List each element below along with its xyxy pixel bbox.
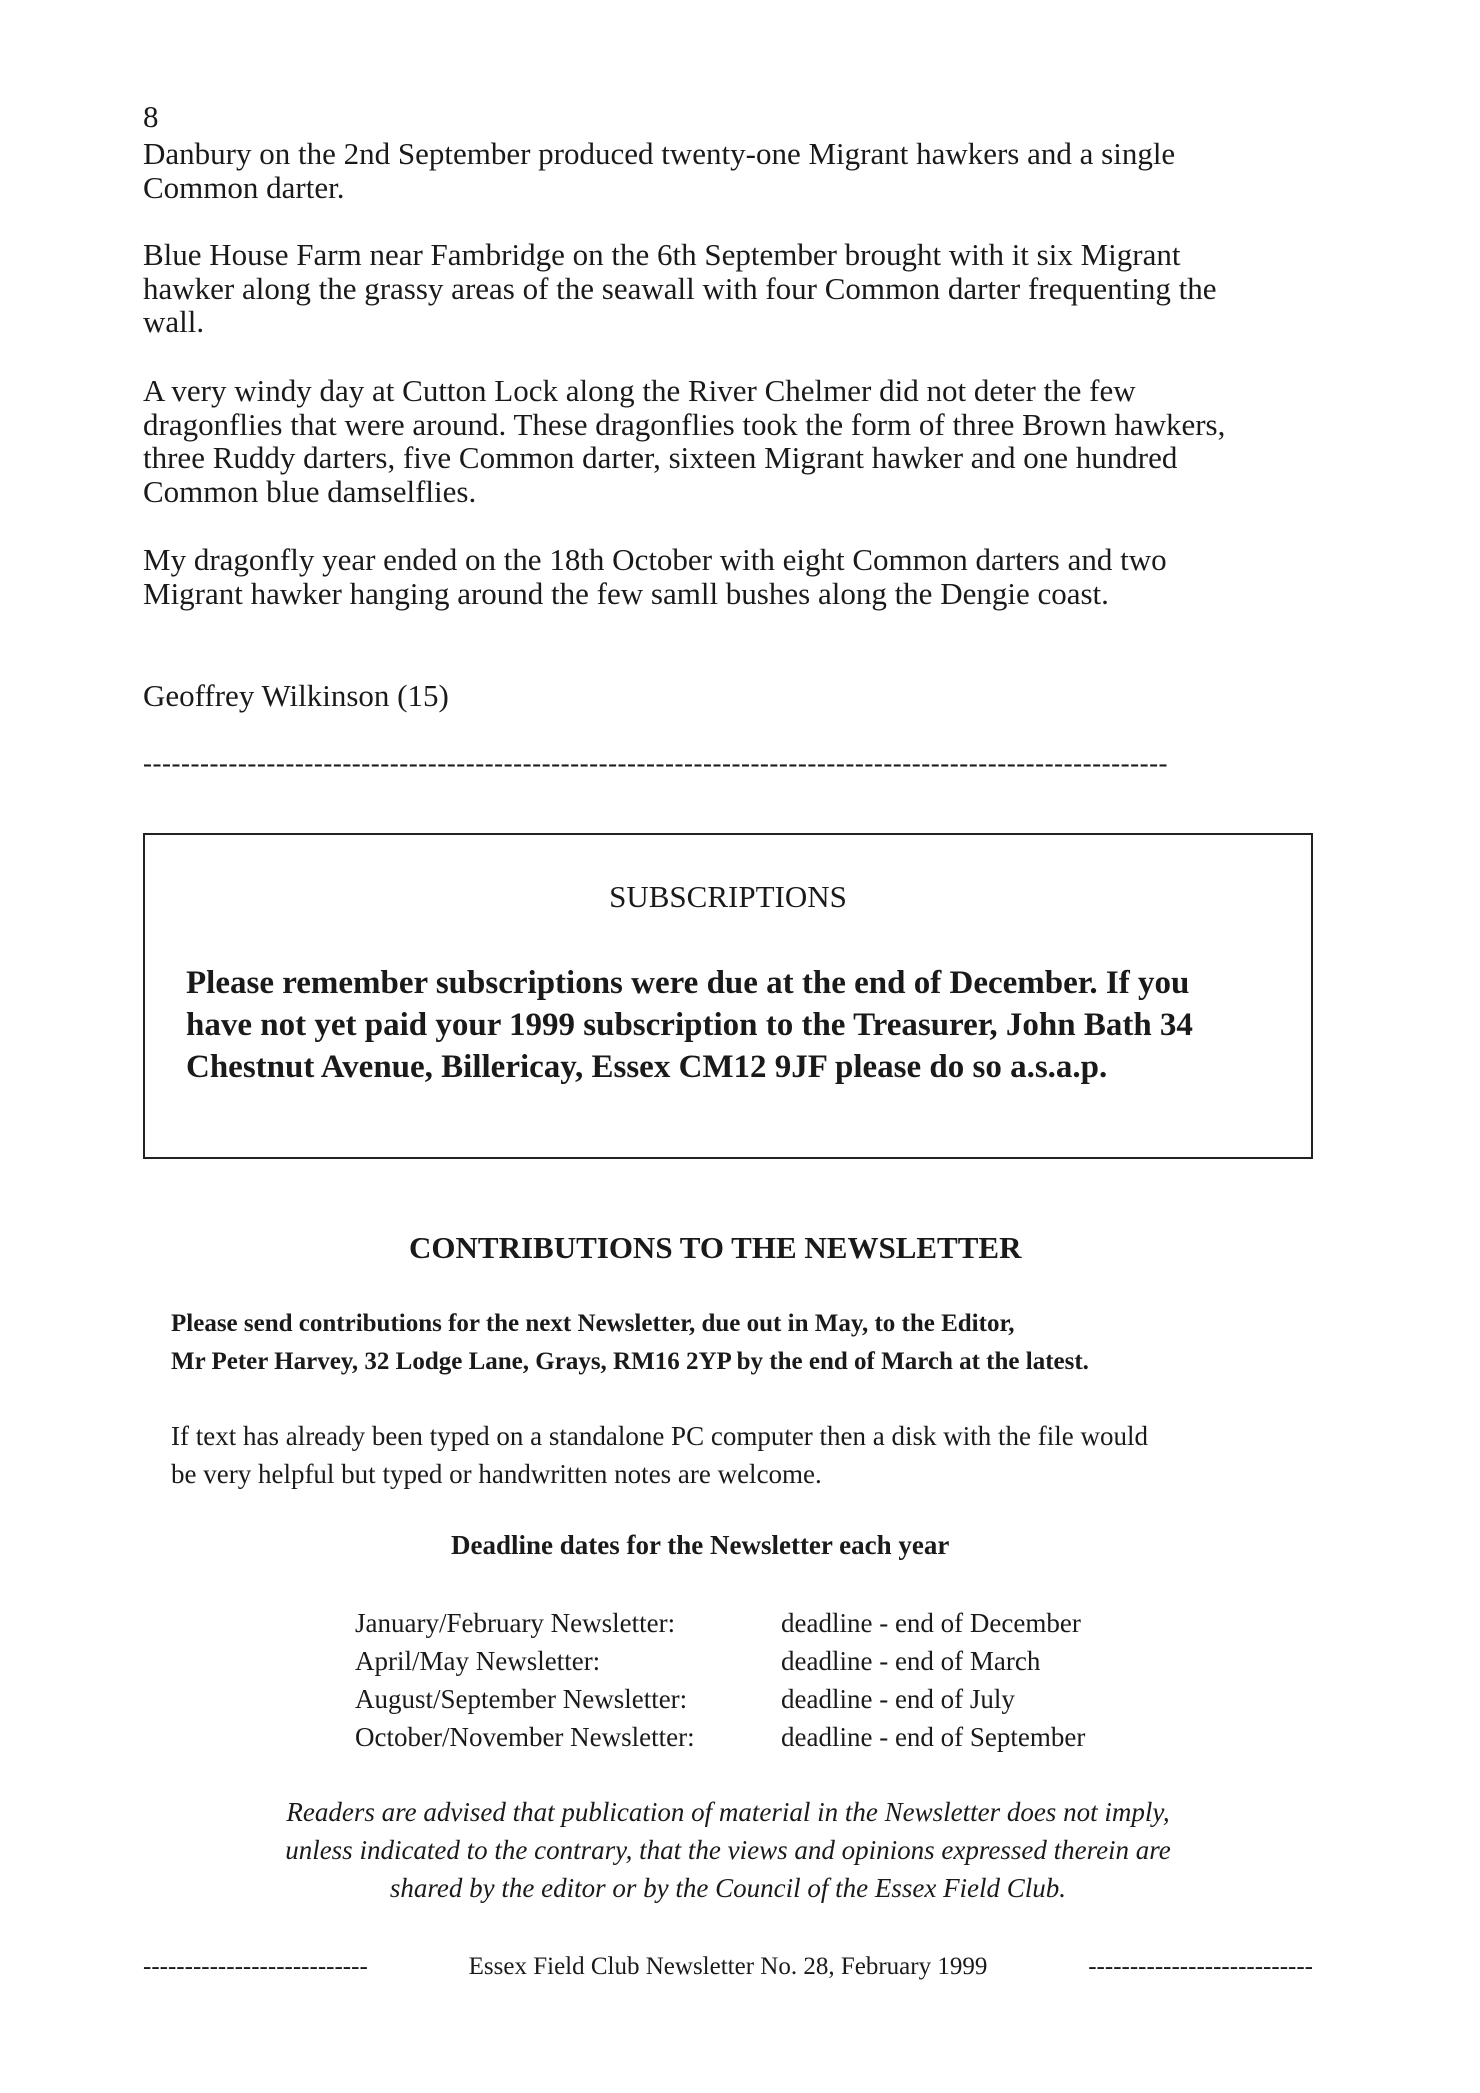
deadline-row — [355, 1680, 1085, 1718]
paragraph-blue-house-farm: Blue House Farm near Fambridge on the 6th September brought with it six Migrant hawker along the grassy areas of the seawall with four Common darter frequenting the wall. — [143, 237, 1217, 339]
deadline-issue: January/February Newsletter: — [355, 1608, 676, 1638]
deadline-date: deadline - end of December — [781, 1608, 1081, 1638]
footer — [143, 1953, 1313, 1981]
paragraph-danbury: Danbury on the 2nd September produced twenty-one Migrant hawkers and a single Common darter. — [143, 136, 1176, 205]
deadline-row — [355, 1642, 1085, 1680]
deadline-table — [355, 1604, 1085, 1756]
disclaimer: Readers are advised that publication of material in the Newsletter does not imply, unless indicated to the contrary, that the views and opinions expressed therein are shared by the editor or by the Council of the Essex Field Club. — [285, 1797, 1171, 1903]
dashed-divider: ------------------------------------------------------------------------------------------------------------ — [143, 748, 1169, 778]
deadline-row — [355, 1718, 1085, 1756]
footer-title: Essex Field Club Newsletter No. 28, February 1999 — [468, 1953, 988, 1980]
deadline-issue: August/September Newsletter: — [355, 1684, 688, 1714]
paragraph-cutton-lock: A very windy day at Cutton Lock along the River Chelmer did not deter the few dragonflies that were around. These dragonflies took the form of three Brown hawkers, three Ruddy darters, five Common darter, sixteen Migrant hawker and one hundred Common blue damselflies. — [143, 373, 1226, 509]
subscriptions-box — [143, 833, 1313, 1159]
page-number: 8 — [143, 99, 159, 134]
deadline-heading: Deadline dates for the Newsletter each year — [451, 1530, 950, 1560]
deadline-row — [355, 1604, 1085, 1642]
contributions-instructions: Please send contributions for the next Newsletter, due out in May, to the Editor, Mr Peter Harvey, 32 Lodge Lane, Grays, RM16 2YP by the end of March at the latest. — [171, 1310, 1089, 1375]
subscriptions-heading: SUBSCRIPTIONS — [609, 879, 847, 914]
author-signature: Geoffrey Wilkinson (15) — [143, 678, 449, 713]
contributions-heading: CONTRIBUTIONS TO THE NEWSLETTER — [409, 1230, 1022, 1265]
deadline-issue: April/May Newsletter: — [355, 1646, 601, 1676]
paragraph-dragonfly-year: My dragonfly year ended on the 18th October with eight Common darters and two Migrant hawker hanging around the few samll bushes along the Dengie coast. — [143, 542, 1167, 611]
subscriptions-notice: Please remember subscriptions were due at the end of December. If you have not yet paid your 1999 subscription to the Treasurer, John Bath 34 Chestnut Avenue, Billericay, Essex CM12 9JF please do so a.s.a.p. — [186, 965, 1193, 1085]
deadline-date: deadline - end of September — [781, 1722, 1086, 1752]
footer-right-dashes: --------------------------- — [1088, 1953, 1313, 1980]
contributions-disk-note: If text has already been typed on a standalone PC computer then a disk with the file would be very helpful but typed or handwritten notes are welcome. — [171, 1421, 1148, 1489]
footer-left-dashes: --------------------------- — [143, 1953, 368, 1980]
deadline-issue: October/November Newsletter: — [355, 1722, 695, 1752]
deadline-date: deadline - end of July — [781, 1684, 1015, 1714]
deadline-date: deadline - end of March — [781, 1646, 1041, 1676]
